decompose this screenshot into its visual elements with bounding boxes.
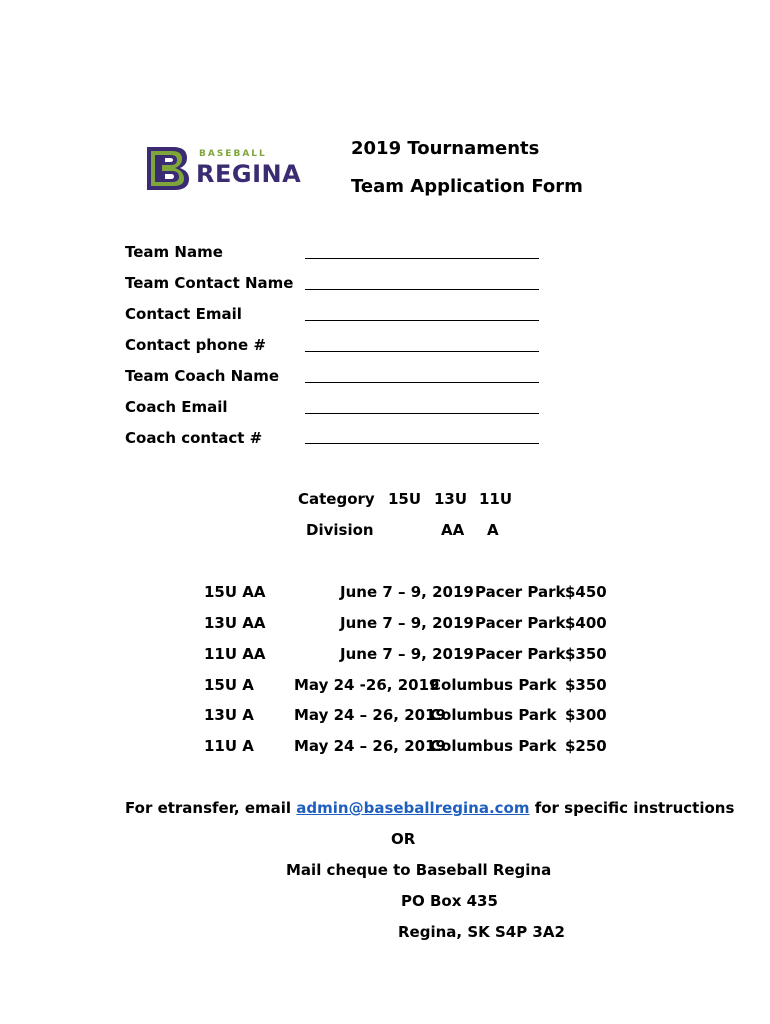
schedule-group: 15U AA — [204, 583, 266, 601]
b-letter-logo-icon — [145, 143, 191, 193]
schedule-park: Columbus Park — [430, 676, 557, 694]
schedule-fee: $350 — [565, 676, 607, 694]
or-separator: OR — [391, 830, 416, 848]
contact-phone-field[interactable] — [305, 351, 539, 352]
field-label-team-name: Team Name — [125, 243, 223, 261]
category-option-11u[interactable]: 11U — [479, 490, 513, 508]
logo-big-text: REGINA — [196, 160, 302, 188]
field-label-coach-email: Coach Email — [125, 398, 228, 416]
schedule-park: Columbus Park — [430, 706, 557, 724]
schedule-fee: $450 — [565, 583, 607, 601]
baseball-regina-logo — [145, 143, 300, 193]
title-line-2: Team Application Form — [351, 176, 583, 197]
title-line-1: 2019 Tournaments — [351, 138, 540, 159]
schedule-fee: $400 — [565, 614, 607, 632]
etransfer-prefix: For etransfer, email — [125, 799, 297, 817]
division-option-aa[interactable]: AA — [441, 521, 465, 539]
division-option-a[interactable]: A — [487, 521, 499, 539]
coach-email-field[interactable] — [305, 413, 539, 414]
team-name-field[interactable] — [305, 258, 539, 259]
team-coach-name-field[interactable] — [305, 382, 539, 383]
po-box-line: PO Box 435 — [401, 892, 498, 910]
category-option-15u[interactable]: 15U — [388, 490, 422, 508]
schedule-fee: $250 — [565, 737, 607, 755]
schedule-dates: May 24 -26, 2019 — [294, 676, 440, 694]
field-label-contact-email: Contact Email — [125, 305, 242, 323]
field-label-coach-contact: Coach contact # — [125, 429, 263, 447]
schedule-group: 15U A — [204, 676, 254, 694]
schedule-park: Pacer Park — [475, 645, 566, 663]
schedule-dates: June 7 – 9, 2019 — [340, 583, 474, 601]
category-option-13u[interactable]: 13U — [434, 490, 468, 508]
coach-contact-field[interactable] — [305, 443, 539, 444]
field-label-team-contact-name: Team Contact Name — [125, 274, 294, 292]
schedule-group: 13U AA — [204, 614, 266, 632]
admin-email-link[interactable]: admin@baseballregina.com — [296, 799, 530, 817]
division-label: Division — [306, 521, 374, 539]
team-contact-name-field[interactable] — [305, 289, 539, 290]
field-label-team-coach-name: Team Coach Name — [125, 367, 280, 385]
schedule-dates: June 7 – 9, 2019 — [340, 645, 474, 663]
schedule-dates: May 24 – 26, 2019 — [294, 706, 446, 724]
city-postal-line: Regina, SK S4P 3A2 — [398, 923, 565, 941]
schedule-dates: June 7 – 9, 2019 — [340, 614, 474, 632]
etransfer-line — [125, 799, 734, 817]
category-label: Category — [298, 490, 375, 508]
mail-cheque-line: Mail cheque to Baseball Regina — [286, 861, 552, 879]
schedule-fee: $300 — [565, 706, 607, 724]
schedule-group: 13U A — [204, 706, 254, 724]
etransfer-suffix: for specific instructions — [529, 799, 735, 817]
schedule-park: Pacer Park — [475, 614, 566, 632]
schedule-group: 11U A — [204, 737, 254, 755]
contact-email-field[interactable] — [305, 320, 539, 321]
schedule-fee: $350 — [565, 645, 607, 663]
field-label-contact-phone: Contact phone # — [125, 336, 266, 354]
schedule-group: 11U AA — [204, 645, 266, 663]
logo-small-text: BASEBALL — [199, 149, 267, 159]
schedule-park: Columbus Park — [430, 737, 557, 755]
schedule-park: Pacer Park — [475, 583, 566, 601]
schedule-dates: May 24 – 26, 2019 — [294, 737, 446, 755]
